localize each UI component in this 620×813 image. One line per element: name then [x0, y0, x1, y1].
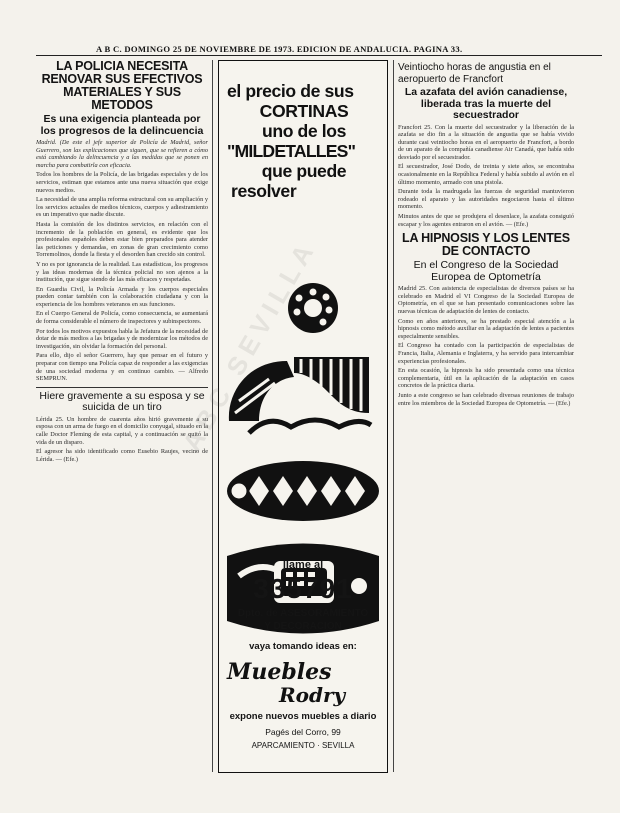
ad-call-label: llame al	[282, 559, 324, 571]
hijack-paragraph: Francfort 25. Con la muerte del secuestrador y la liberación de la azafata se dio fin a la situación de angustia que se había vivido durante casi veintiocho horas en el aeropuerto de Francfort, a bordo de un aparato de la compañía canadiense Air Canadá, que había sido desviado por el secuestrador.	[398, 123, 574, 161]
police-paragraph: En Guardia Civil, la Policía Armada y los cuerpos especiales pueden contar también con la colaboración ciudadana y con la experiencia de los hombres veteranos en sus funciones.	[36, 285, 208, 308]
police-lede: Madrid. (De este el jefe superior de Policía de Madrid, señor Guerrero, son las explicaciones que siguen, que se refieren a cómo está cambiando la delincuencia y a las medidas que se ponen en marcha para combatirla con eficacia.	[36, 139, 208, 169]
ad-dept-line: Y DECORACION	[264, 621, 342, 632]
hypnosis-paragraph: Como en años anteriores, se ha prestado especial atención a la hipnosis como método auxiliar en la adaptación de lentes a pacientes especialmente sensibles.	[398, 317, 574, 340]
hypnosis-subhead: En el Congreso de la Sociedad Europea de Optometría	[413, 259, 559, 283]
telephone-dial-icon	[288, 283, 338, 333]
police-headline: LA POLICIA NECESITA RENOVAR SUS EFECTIVOS MATERIALES Y SUS METODOS	[41, 60, 203, 112]
suicide-headline: Hiere gravemente a su esposa y se suicida de un tiro	[39, 389, 205, 414]
ad-city: APARCAMIENTO · SEVILLA	[251, 741, 355, 750]
ad-phone-number[interactable]: 335791	[253, 573, 353, 604]
page-header: A B C. DOMINGO 25 DE NOVIEMBRE DE 1973. EDICION DE ANDALUCIA. PAGINA 33.	[96, 44, 463, 54]
hijack-paragraph: Minutos antes de que se produjera el desenlace, la azafata consiguió escapar y los agentes entraron en el avión. — (Efe.)	[398, 213, 574, 228]
police-paragraph: En el Cuerpo General de Policía, como consecuencia, se aumentará de forma considerable el número de inspectores y subinspectores.	[36, 310, 208, 326]
watermark: ABC	[176, 377, 240, 457]
hypnosis-paragraph: Madrid 25. Con asistencia de especialistas de diversos países se ha celebrado en Madrid el VI Congreso de la Sociedad Europea de Optometría, en el que se han presentado comunicaciones sobre las nuevas técnicas de adaptación de lentes de contacto.	[398, 285, 574, 315]
curtain-stripes-swatch	[229, 357, 371, 433]
hijack-paragraph: Durante toda la madrugada las fuerzas de seguridad mantuvieron rodeado el aparato y las autoridades negociaron hasta el último momento.	[398, 188, 574, 211]
suicide-paragraph: El agresor ha sido identificado como Eusebio Raujes, vecino de Lérida. — (Efe.)	[36, 448, 208, 463]
hijack-headline: La azafata del avión canadiense, liberada tras la muerte del secuestrador	[404, 86, 568, 121]
left-column	[36, 60, 208, 780]
ad-brand-line: Muebles	[227, 659, 332, 685]
police-paragraph: Todos los hombres de la Policía, de las brigadas especiales y de los servicios, estiman que estamos ante una nueva situación que exige nuevos medios.	[36, 171, 208, 194]
police-paragraph: Hasta la comisión de los distintos servicios, en relación con el incremento de la población en general, es evidente que los profesionales españoles deben estar bien preparados para atender las peticiones y demandas, en zonas de gran crecimiento como Torremolinos, donde la fiesta y el desorden han crecido sin control.	[36, 220, 208, 259]
ad-expo-line: expone nuevos muebles a diario	[229, 711, 377, 722]
ad-dept-line: Dpto. de ASESORAMIENTO	[237, 608, 369, 619]
ad-headline-line: CORTINAS	[259, 101, 349, 121]
curtain-diamonds-swatch	[227, 461, 379, 521]
hypnosis-paragraph: Junto a este congreso se han celebrado diversas reuniones de trabajo entre los miembros de la Sociedad Europea de Optometría. — (Efe.)	[398, 391, 574, 407]
police-subhead: Es una exigencia planteada por los progresos de la delincuencia	[40, 113, 204, 137]
column-divider-right	[393, 60, 394, 772]
police-paragraph: Y no es por ignorancia de la realidad. Las estadísticas, los progresos y las ideas modernas de la técnica policial no son ajenos a la institución, que sigue siendo de las más eficaces y respetadas.	[36, 260, 208, 284]
ad-headline-line: el precio de sus	[227, 81, 354, 101]
hijack-kicker: Veintiocho horas de angustia en el aeropuerto de Francfort	[398, 62, 551, 85]
hypnosis-headline: LA HIPNOSIS Y LOS LENTES DE CONTACTO	[402, 231, 570, 259]
hypnosis-paragraph: El Congreso ha contado con la participación de especialistas de Francia, Italia, Alemania e Inglaterra, y ha servido para intercambiar experiencias profesionales.	[398, 342, 574, 365]
right-column	[398, 60, 574, 780]
police-paragraph: Por todos los motivos expuestos habla la Jefatura de la necesidad de dotar de más medios a las brigadas y de modernizar los métodos de investigación, sin olvidar la formación del personal.	[36, 327, 208, 350]
section-rule	[36, 387, 208, 388]
curtains-advertisement	[218, 60, 388, 773]
ad-tagline: vaya tomando ideas en:	[249, 641, 357, 652]
police-paragraph: La necesidad de una amplia reforma estructural con su ampliación y los servicios actuales de medios técnicos, cuerpos y adiestramiento es un imperativo que nadie discute.	[36, 196, 208, 219]
hijack-paragraph: El secuestrador, José Dodo, de treinta y siete años, se encontraba ocasionalmente en la República Federal y había subido al avión en el último momento, armado con una pistola.	[398, 163, 574, 186]
ad-headline-line: que puede	[261, 161, 347, 181]
police-paragraph: Para ello, dijo el señor Guerrero, hay que pensar en el futuro y preparar con tiempo una Policía capaz de responder a las exigencias de una sociedad moderna y en continuo cambio. — Alfredo SEMPRUN.	[36, 352, 208, 383]
ad-headline-line: resolver	[231, 181, 297, 201]
hypnosis-paragraph: En esta ocasión, la hipnosis ha sido presentada como una técnica complementaria, útil en la aplicación de la adaptación en casos concretos de la práctica diaria.	[398, 367, 574, 390]
header-rule	[36, 55, 602, 56]
ad-headline-line: "MILDETALLES"	[227, 141, 356, 161]
column-divider-left	[212, 60, 213, 772]
suicide-paragraph: Lérida 25. Un hombre de cuarenta años hirió gravemente a su esposa con un arma de fuego en el domicilio conyugal, situado en la calle Doctor Fleming de esta capital, y a continuación se quitó la vida de un disparo.	[36, 415, 208, 446]
ad-address: Pagés del Corro, 99	[265, 727, 341, 737]
ad-headline-line: uno de los	[262, 121, 346, 141]
ad-brand-line: Rodry	[279, 683, 346, 707]
